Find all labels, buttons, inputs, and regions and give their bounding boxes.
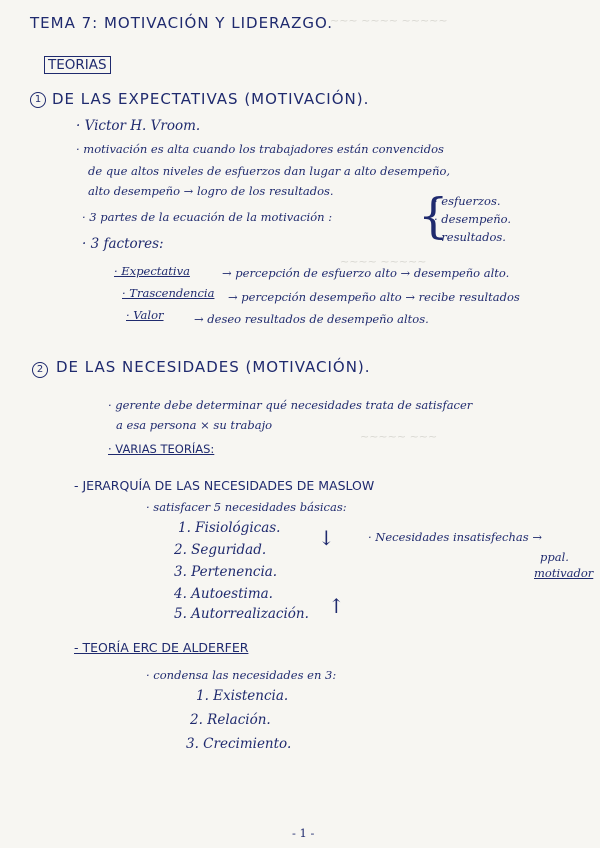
section-1-heading: DE LAS EXPECTATIVAS (MOTIVACIÓN). [52, 90, 370, 108]
s2-erc-intro: · condensa las necesidades en 3: [146, 668, 337, 682]
s1-factor-2-desc: → percepción desempeño alto → recibe resultados [228, 290, 520, 304]
s2-maslow-item: 1. Fisiológicas. [178, 520, 281, 536]
page-number: - 1 - [292, 826, 315, 840]
s2-insatisfechas-line2: ppal. [540, 550, 569, 564]
s1-factores-label: · 3 factores: [82, 236, 164, 252]
s2-maslow-intro: · satisfacer 5 necesidades básicas: [146, 500, 347, 514]
s2-maslow-title: - JERARQUÍA DE LAS NECESIDADES DE MASLOW [74, 478, 375, 493]
s2-erc-item: 2. Relación. [190, 712, 271, 728]
section-2-heading: DE LAS NECESIDADES (MOTIVACIÓN). [56, 358, 371, 376]
s2-erc-item: 3. Crecimiento. [186, 736, 292, 752]
s2-erc-item: 1. Existencia. [196, 688, 289, 704]
bleed-through-decoration: ~~~~ ~~~~~ [340, 255, 427, 268]
s1-p1-line1: · motivación es alta cuando los trabajadores están convencidos [76, 142, 444, 156]
s2-insatisfechas-line1: · Necesidades insatisfechas → [368, 530, 542, 544]
s1-p1-line3: alto desempeño → logro de los resultados. [88, 184, 334, 198]
teorias-label: TEORIAS [44, 56, 111, 74]
s1-factor-1-desc: → percepción de esfuerzo alto → desempeño alto. [222, 266, 510, 280]
s1-author: · Victor H. Vroom. [76, 118, 201, 134]
section-2-number: 2 [32, 362, 48, 378]
s2-erc-title: - TEORÍA ERC DE ALDERFER [74, 640, 249, 655]
s2-maslow-item: 4. Autoestima. [174, 586, 273, 602]
s2-p1-line2: a esa persona × su trabajo [116, 418, 273, 432]
s1-factor-2-term: · Trascendencia [122, 286, 215, 300]
s1-equation-line: · 3 partes de la ecuación de la motivación : [82, 210, 333, 224]
s2-arrow-down: ↓ [318, 526, 335, 550]
s2-p1-line1: · gerente debe determinar qué necesidades trata de satisfacer [108, 398, 473, 412]
s1-factor-3-term: · Valor [126, 308, 164, 322]
s2-maslow-item: 3. Pertenencia. [174, 564, 278, 580]
page-title: TEMA 7: MOTIVACIÓN Y LIDERAZGO. [30, 14, 333, 32]
s1-equation-brace: { [418, 188, 449, 244]
s1-equation-item: · resultados. [434, 230, 506, 244]
s1-p1-line2: de que altos niveles de esfuerzos dan lugar a alto desempeño, [88, 164, 451, 178]
bleed-through-decoration: ~~~~~ ~~~ [360, 430, 438, 443]
s1-equation-item: · esfuerzos. [434, 194, 501, 208]
s2-maslow-item: 5. Autorrealización. [174, 606, 309, 622]
s2-maslow-item: 2. Seguridad. [174, 542, 267, 558]
s1-factor-1-term: · Expectativa [114, 264, 190, 278]
s2-arrow-up: ↑ [328, 594, 345, 618]
s1-equation-item: · desempeño. [434, 212, 512, 226]
bleed-through-decoration: ~~~ ~~~~ ~~~~~ [330, 14, 448, 27]
section-1-number: 1 [30, 92, 46, 108]
s1-factor-3-desc: → deseo resultados de desempeño altos. [194, 312, 429, 326]
s2-varias-teorias: · VARIAS TEORÍAS: [108, 442, 215, 456]
s2-insatisfechas-line3: motivador [534, 566, 594, 580]
